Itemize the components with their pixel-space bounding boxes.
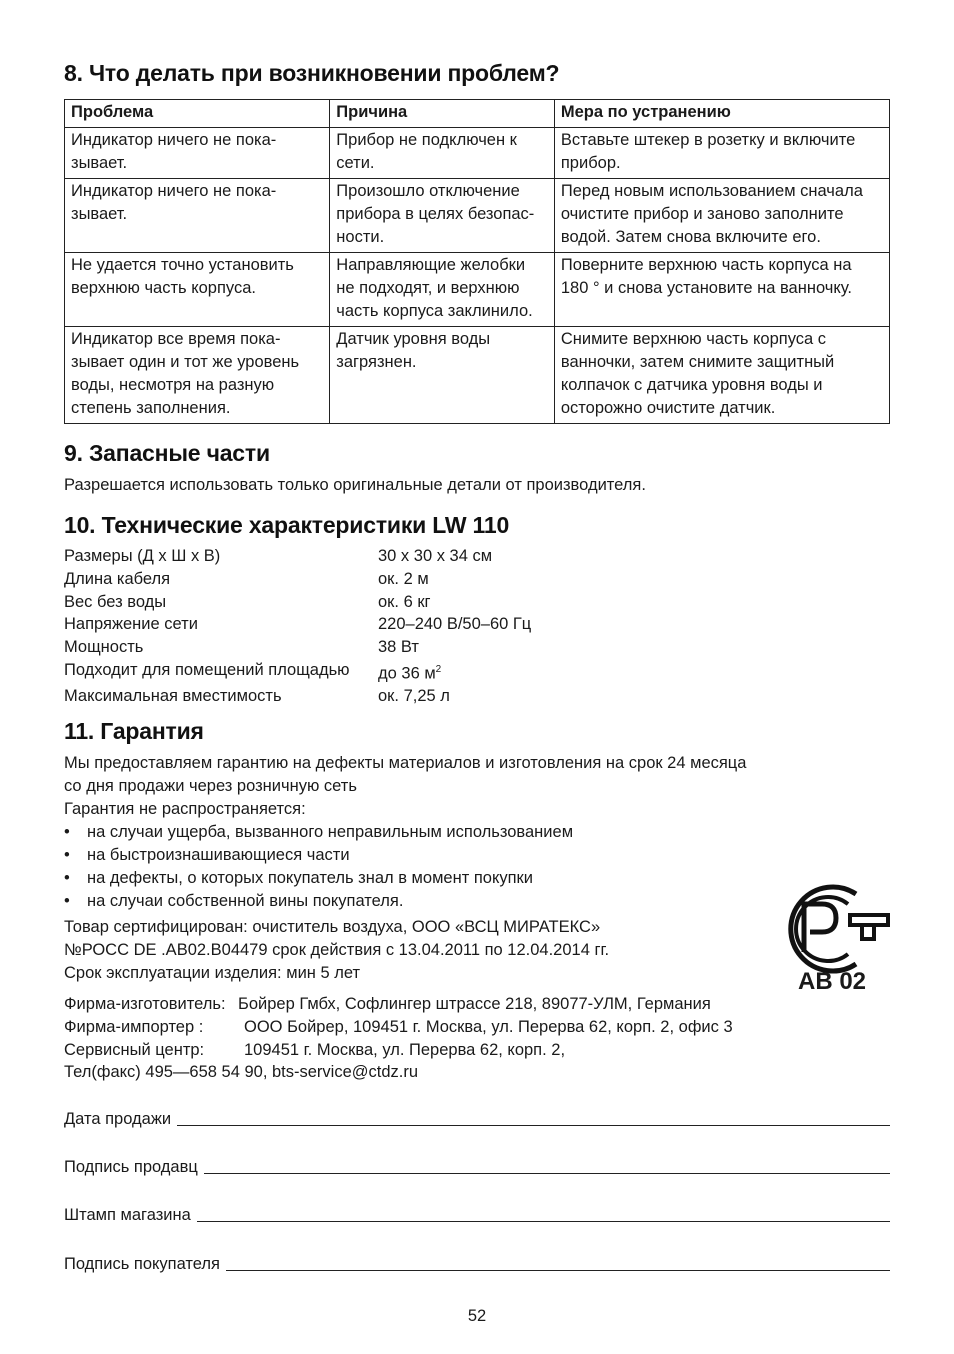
table-cell: Индикатор ничего не пока- зывает. <box>65 179 330 253</box>
specs-list <box>64 545 531 708</box>
troubleshooting-table <box>64 99 890 424</box>
table-cell: Индикатор все время пока- зывает один и тот же уровень воды, несмотря на разную степень заполнения. <box>65 327 330 424</box>
certification-line-2: №РОСС DE .АВ02.В04479 срок действия с 13.04.2011 по 12.04.2014 гг. <box>64 941 610 959</box>
spec-label: Вес без воды <box>64 592 167 611</box>
spec-row <box>64 545 531 568</box>
certification-block <box>64 916 764 985</box>
spec-value: 30 x 30 x 34 см <box>378 547 493 565</box>
spare-parts-text: Разрешается использовать только оригинальные детали от производителя. <box>64 476 646 494</box>
warranty-intro-line-1: Мы предоставляем гарантию на дефекты материалов и изготовления на срок 24 месяца <box>64 754 747 772</box>
store-stamp-field <box>64 1206 890 1225</box>
certification-line-1: Товар сертифицирован: очиститель воздуха, ООО «ВСЦ МИРАТЕКС» <box>64 918 601 936</box>
spec-value-wrap <box>378 659 441 685</box>
importer-value: ООО Бойрер, 109451 г. Москва, ул. Перерва 62, корп. 2, офис 3 <box>244 1017 733 1036</box>
spec-row <box>64 685 531 708</box>
table-cell: Датчик уровня воды загрязнен. <box>330 327 555 424</box>
certification-body-code: АВ 02 <box>798 968 867 995</box>
warranty-exclusions-list <box>64 821 824 913</box>
spec-label: Максимальная вместимость <box>64 687 282 706</box>
table-cell: Прибор не подключен к сети. <box>330 128 555 179</box>
spec-label: Напряжение сети <box>64 615 198 634</box>
list-item: • на быстроизнашивающиеся части <box>64 844 824 867</box>
manufacturer-row <box>64 993 824 1016</box>
manufacturer-value: Бойрер Гмбх, Софлингер штрассе 218, 89077-УЛМ, Германия <box>238 995 711 1013</box>
contact-row <box>64 1061 824 1084</box>
store-stamp-label: Штамп магазина <box>64 1206 191 1224</box>
service-center-value: 109451 г. Москва, ул. Перерва 62, корп. 2, <box>244 1040 566 1059</box>
spec-label: Длина кабеля <box>64 569 171 588</box>
contact-phone-email: Тел(факс) 495—658 54 90, bts-service@ctdz.ru <box>64 1063 419 1082</box>
seller-signature-field <box>64 1158 890 1177</box>
table-cell: Индикатор ничего не пока- зывает. <box>65 128 330 179</box>
spec-value: до 36 м <box>378 664 436 683</box>
spec-value: ок. 7,25 л <box>378 687 450 706</box>
sale-date-label: Дата продажи <box>64 1110 172 1128</box>
sale-date-line <box>177 1124 890 1126</box>
column-header-remedy: Мера по устранению <box>554 100 889 128</box>
spec-label: Подходит для помещений площадью <box>64 660 350 679</box>
spec-row <box>64 636 531 659</box>
table-cell: Вставьте штекер в розетку и включите прибор. <box>554 128 889 179</box>
spec-row <box>64 591 531 614</box>
service-life-line: Срок эксплуатации изделия: мин 5 лет <box>64 964 361 982</box>
warranty-intro-line-2: со дня продажи через розничную сеть <box>64 777 357 795</box>
section-11-heading: 11. Гарантия <box>64 718 204 744</box>
spec-row <box>64 568 531 591</box>
table-cell: Поверните верхнюю часть корпуса на 180 ° и снова установите на ванночку. <box>554 253 889 327</box>
column-header-cause: Причина <box>330 100 555 128</box>
buyer-signature-field <box>64 1255 890 1274</box>
table-cell: Произошло отключение прибора в целях безопас- ности. <box>330 179 555 253</box>
list-item: • на случаи собственной вины покупателя. <box>64 890 824 913</box>
store-stamp-line <box>197 1220 890 1222</box>
buyer-signature-line <box>226 1269 890 1271</box>
seller-signature-line <box>204 1172 890 1174</box>
spec-row <box>64 659 531 685</box>
table-row <box>65 179 890 253</box>
spec-label: Мощность <box>64 638 144 657</box>
table-header-row <box>65 100 890 128</box>
section-10-heading: 10. Технические характеристики LW 110 <box>64 512 510 538</box>
table-cell: Не удается точно установить верхнюю часть корпуса. <box>65 253 330 327</box>
table-cell: Снимите верхнюю часть корпуса с ванночки, затем снимите защитный колпачок с датчика уровня воды и осторожно очистите датчик. <box>554 327 889 424</box>
table-cell: Направляющие желобки не подходят, и верхнюю часть корпуса заклинило. <box>330 253 555 327</box>
service-center-row <box>64 1039 824 1062</box>
spec-value: ок. 6 кг <box>378 592 431 611</box>
manufacturer-label: Фирма-изготовитель: <box>64 995 226 1013</box>
column-header-problem: Проблема <box>65 100 330 128</box>
table-row <box>65 327 890 424</box>
spec-row <box>64 613 531 636</box>
sale-date-field <box>64 1110 890 1129</box>
spec-label: Размеры (Д x Ш x В) <box>64 547 221 565</box>
spec-value: ок. 2 м <box>378 569 429 588</box>
warranty-block <box>64 752 824 913</box>
section-8-heading: 8. Что делать при возникновении проблем? <box>64 60 560 86</box>
list-item: • на случаи ущерба, вызванного неправильным использованием <box>64 821 824 844</box>
seller-signature-label: Подпись продавц <box>64 1158 198 1176</box>
service-center-label: Сервисный центр: <box>64 1040 205 1059</box>
list-item: • на дефекты, о которых покупатель знал в момент покупки <box>64 867 824 890</box>
importer-label: Фирма-импортер : <box>64 1017 204 1036</box>
spec-value: 38 Вт <box>378 638 419 657</box>
table-row <box>65 128 890 179</box>
importer-row <box>64 1016 824 1039</box>
spec-value: 220–240 В/50–60 Гц <box>378 615 532 634</box>
page-number: 52 <box>467 1307 487 1325</box>
table-cell: Перед новым использованием сначала очистите прибор и заново заполните водой. Затем снова включите его. <box>554 179 889 253</box>
table-row <box>65 253 890 327</box>
section-9-heading: 9. Запасные части <box>64 440 270 466</box>
buyer-signature-label: Подпись покупателя <box>64 1255 220 1273</box>
company-info-block <box>64 993 824 1084</box>
warranty-exclusions-title: Гарантия не распространяется: <box>64 800 306 818</box>
spec-value-superscript: 2 <box>435 663 442 675</box>
